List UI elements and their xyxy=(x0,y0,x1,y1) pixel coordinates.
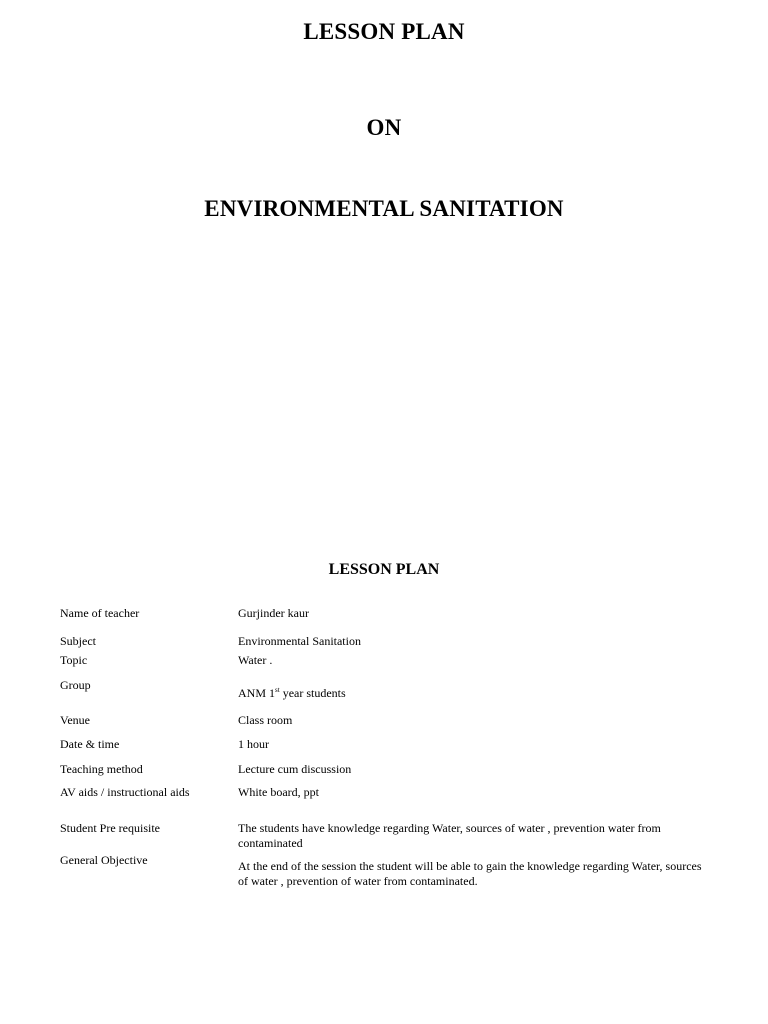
cover-title-lesson-plan: LESSON PLAN xyxy=(303,19,465,44)
row-label-topic: Topic xyxy=(60,653,88,667)
group-value-suffix: year students xyxy=(279,686,346,700)
row-label-venue: Venue xyxy=(60,713,90,727)
group-value-prefix: ANM 1 xyxy=(238,686,276,700)
row-label-av-aids: AV aids / instructional aids xyxy=(60,785,190,799)
row-value-date-time: 1 hour xyxy=(238,737,269,751)
lesson-plan-heading: LESSON PLAN xyxy=(328,561,440,578)
row-value-venue: Class room xyxy=(238,713,293,727)
cover-title-subject: ENVIRONMENTAL SANITATION xyxy=(204,196,564,221)
row-value-name-of-teacher: Gurjinder kaur xyxy=(238,606,309,620)
row-value-student-pre-requisite: The students have knowledge regarding Water, sources of water , prevention water from contaminated xyxy=(238,821,661,850)
row-value-av-aids: White board, ppt xyxy=(238,785,319,799)
row-label-date-time: Date & time xyxy=(60,737,120,751)
row-label-subject: Subject xyxy=(60,634,96,648)
row-label-name-of-teacher: Name of teacher xyxy=(60,606,140,620)
cover-title-on: ON xyxy=(366,115,402,140)
row-value-subject: Environmental Sanitation xyxy=(238,634,361,648)
group-value-superscript: st xyxy=(275,686,280,694)
row-label-student-pre-requisite: Student Pre requisite xyxy=(60,821,160,835)
row-label-group: Group xyxy=(60,678,91,692)
row-label-teaching-method: Teaching method xyxy=(60,762,143,776)
row-value-teaching-method: Lecture cum discussion xyxy=(238,762,352,776)
row-value-topic: Water . xyxy=(238,653,273,667)
row-value-group xyxy=(238,686,346,701)
row-value-general-objective: At the end of the session the student will be able to gain the knowledge regarding Water, sources of water , prevention of water from contaminated. xyxy=(238,859,702,888)
row-label-general-objective: General Objective xyxy=(60,853,148,867)
